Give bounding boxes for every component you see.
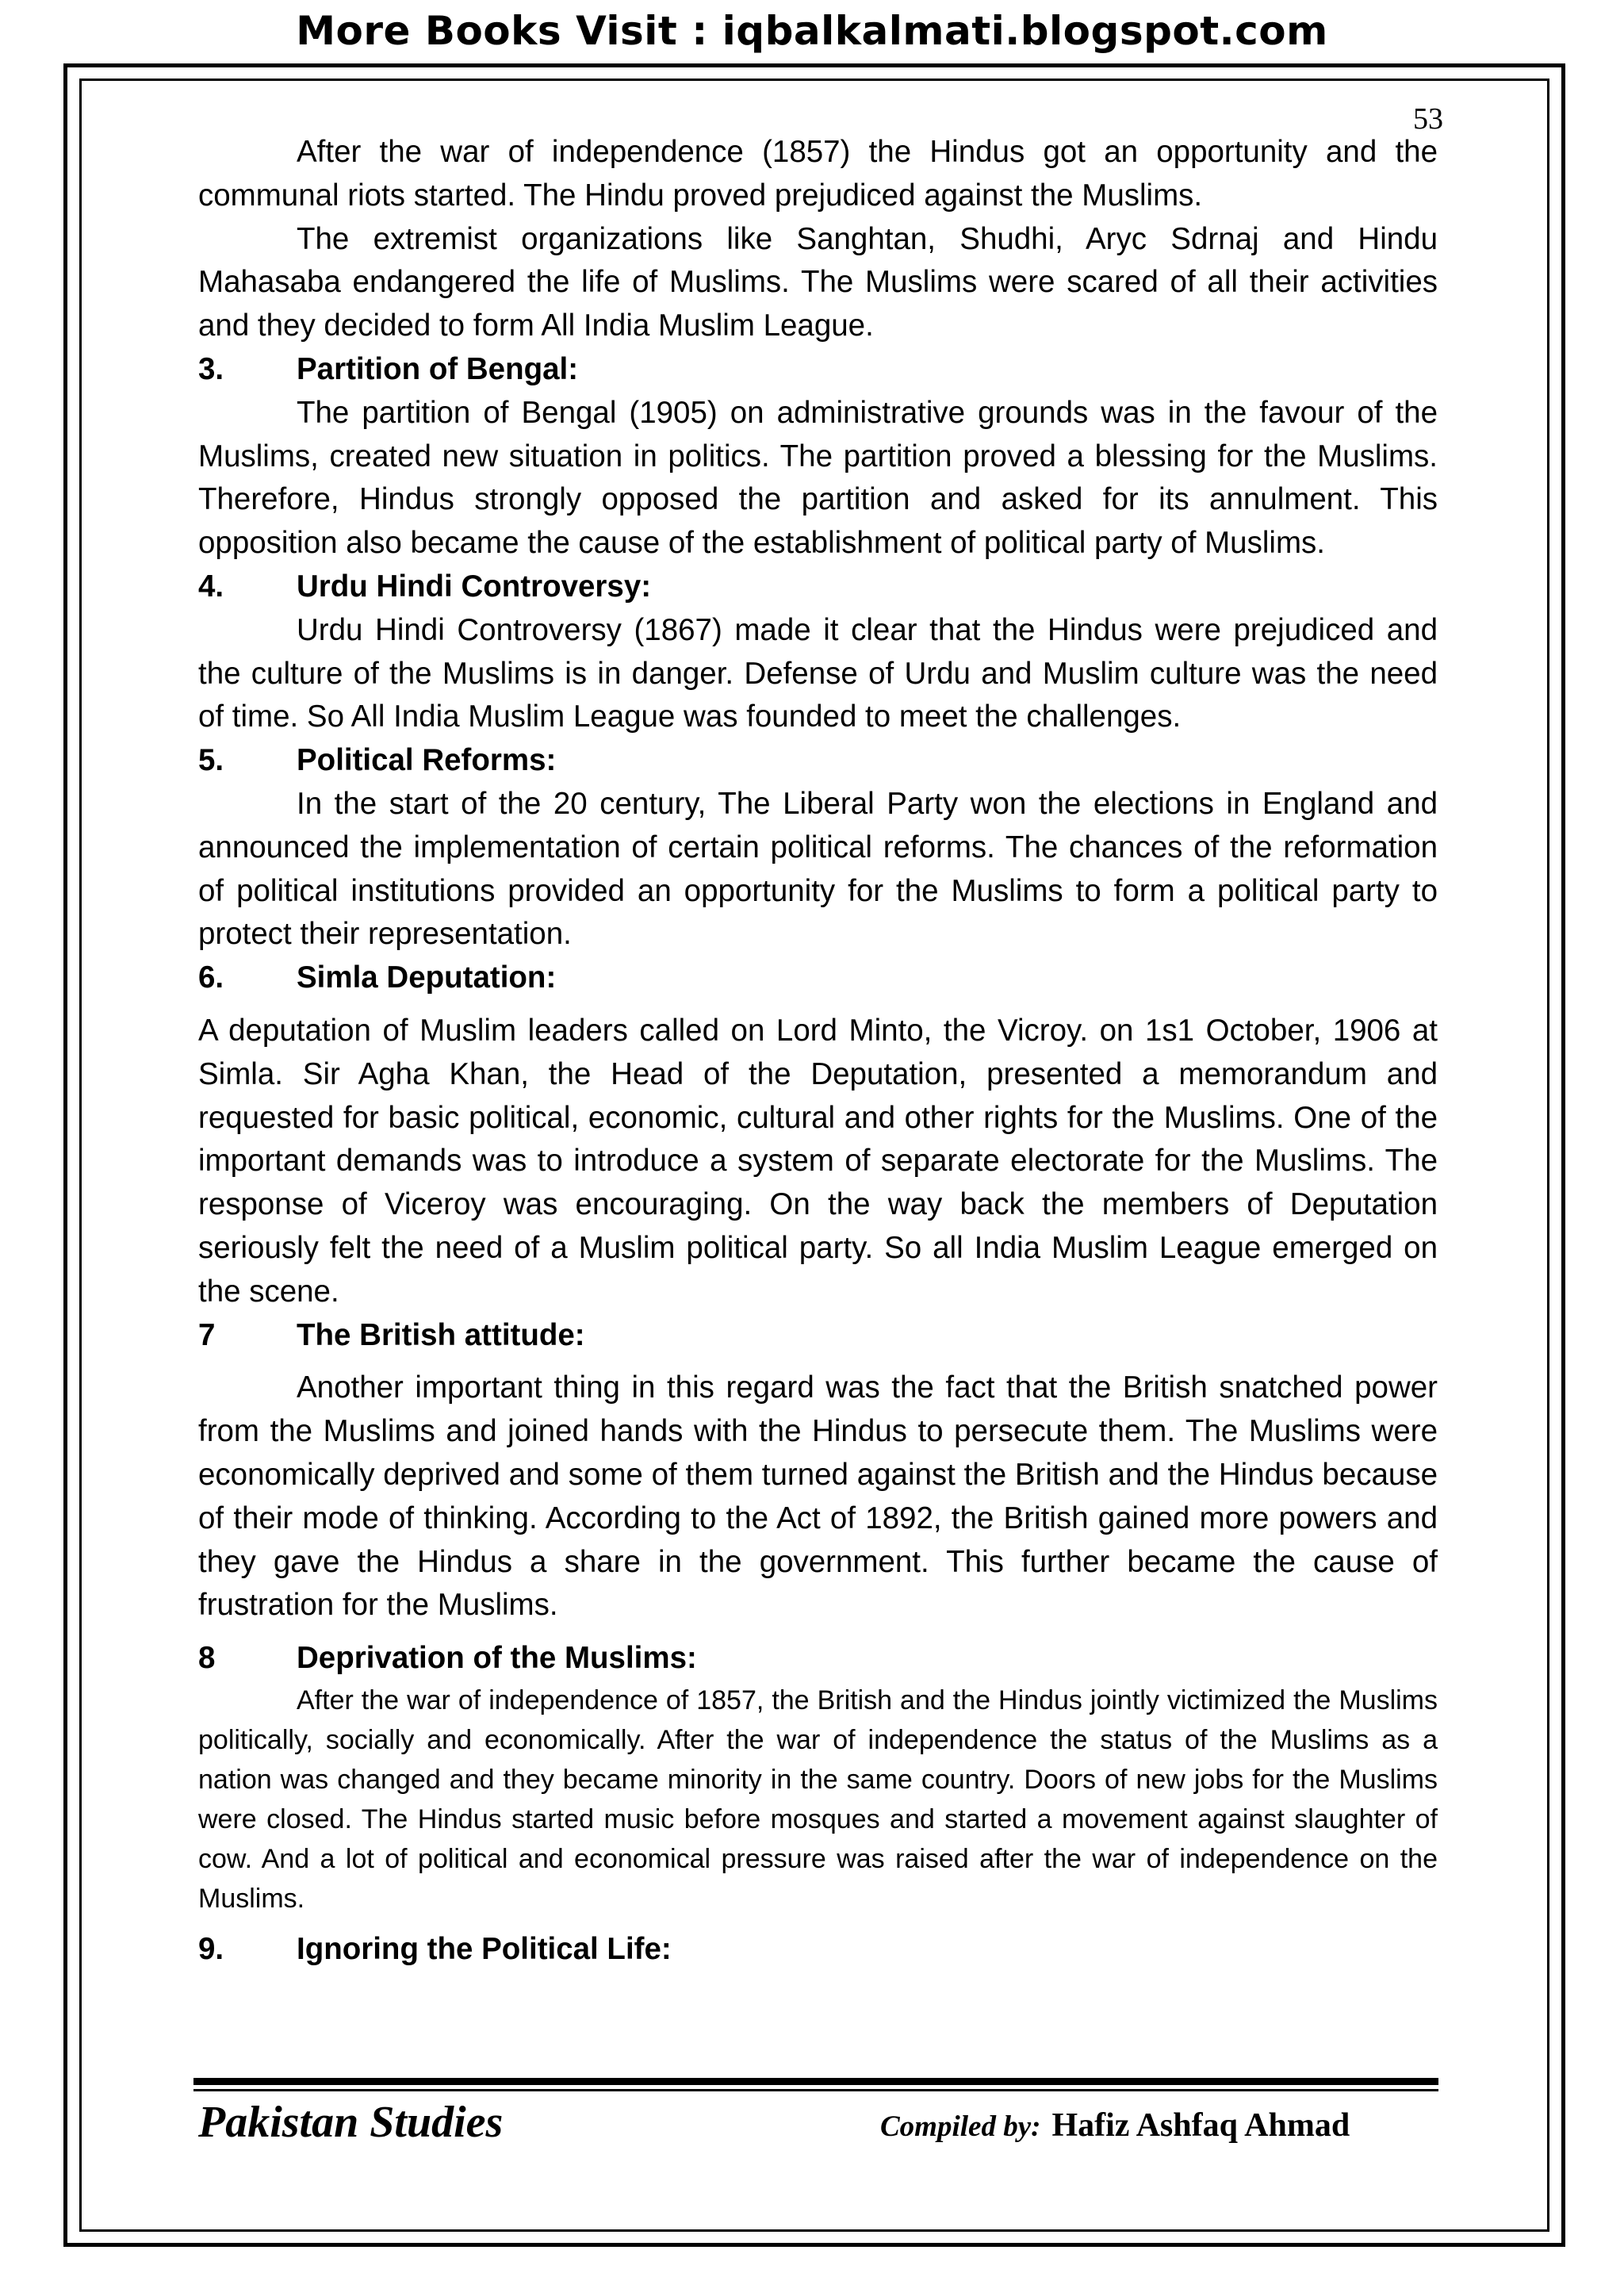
section-heading-9 [198,1928,1438,1972]
footer-book-title: Pakistan Studies [198,2098,504,2147]
section-number: 8 [198,1641,216,1676]
section-title: Simla Deputation: [297,960,557,995]
section-body-8: After the war of independence of 1857, the British and the Hindus jointly victimized the Muslims politically, socially and economically. After the war of independence the status of the Muslims as a nation was changed and they became minority in the same country. Doors of new jobs for the Muslims were closed. The Hindus started music before mosques and started a movement against slaughter of cow. And a lot of political and economical pressure was raised after the war of independence on the Muslims. [198,1685,1438,1914]
section-number: 6. [198,960,224,995]
section-title: The British attitude: [297,1317,585,1352]
section-heading-7 [198,1314,1438,1358]
section-number: 4. [198,569,224,604]
section-number: 3. [198,351,224,386]
section-heading-3 [198,348,1438,392]
section-body-6: A deputation of Muslim leaders called on Lord Minto, the Vicroy. on 1s1 October, 1906 at Simla. Sir Agha Khan, the Head of the Deputation, presented a memorandum and requested for basic political, economic, cultural and other rights for the Muslims. One of the important demands was to introduce a system of separate electorate for the Muslims. The response of Viceroy was encouraging. On the way back the members of Deputation seriously felt the need of a Muslim political party. So all India Muslim League emerged on the scene. [198,1013,1438,1309]
compiled-by-label: Compiled by: [880,2110,1041,2143]
intro-paragraph-2: The extremist organizations like Sanghtan, Shudhi, Aryc Sdrnaj and Hindu Mahasaba endangered the life of Muslims. The Muslims were scared of all their activities and they decided to form All India Muslim League. [198,221,1438,343]
page-number: 53 [1413,102,1443,136]
section-number: 5. [198,743,224,778]
section-title: Political Reforms: [297,743,557,778]
section-heading-6 [198,956,1438,1000]
footer-credit [880,2102,1350,2156]
footer-rule-thin [193,2089,1438,2091]
section-body-7: Another important thing in this regard was the fact that the British snatched power from the Muslims and joined hands with the Hindus to persecute them. The Muslims were economically deprived and some of them turned against the British and the Hindus because of their mode of thinking. According to the Act of 1892, the British gained more powers and they gave the Hindus a share in the government. This further became the cause of frustration for the Muslims. [198,1370,1438,1623]
section-heading-4 [198,565,1438,609]
page-body [198,131,1438,1972]
section-number: 7 [198,1317,216,1352]
site-banner: More Books Visit : iqbalkalmati.blogspot.com [296,8,1328,54]
section-title: Deprivation of the Muslims: [297,1641,697,1676]
author-name: Hafiz Ashfaq Ahmad [1051,2107,1350,2144]
section-heading-8 [198,1637,1438,1681]
footer-rule [193,2078,1438,2085]
section-number: 9. [198,1931,224,1966]
intro-paragraph-1: After the war of independence (1857) the Hindus got an opportunity and the communal riots started. The Hindu proved prejudiced against the Muslims. [198,135,1438,213]
section-title: Partition of Bengal: [297,351,579,386]
section-heading-5 [198,739,1438,783]
section-title: Ignoring the Political Life: [297,1931,672,1966]
section-title: Urdu Hindi Controversy: [297,569,652,604]
section-body-4: Urdu Hindi Controversy (1867) made it clear that the Hindus were prejudiced and the culture of the Muslims is in danger. Defense of Urdu and Muslim culture was the need of time. So All India Muslim League was founded to meet the challenges. [198,612,1438,734]
section-body-5: In the start of the 20 century, The Liberal Party won the elections in England and announced the implementation of certain political reforms. The chances of the reformation of political institutions provided an opportunity for the Muslims to form a political party to protect their representation. [198,786,1438,952]
section-body-3: The partition of Bengal (1905) on administrative grounds was in the favour of the Muslims, created new situation in politics. The partition proved a blessing for the Muslims. Therefore, Hindus strongly opposed the partition and asked for its annulment. This opposition also became the cause of the establishment of political party of Muslims. [198,395,1438,561]
